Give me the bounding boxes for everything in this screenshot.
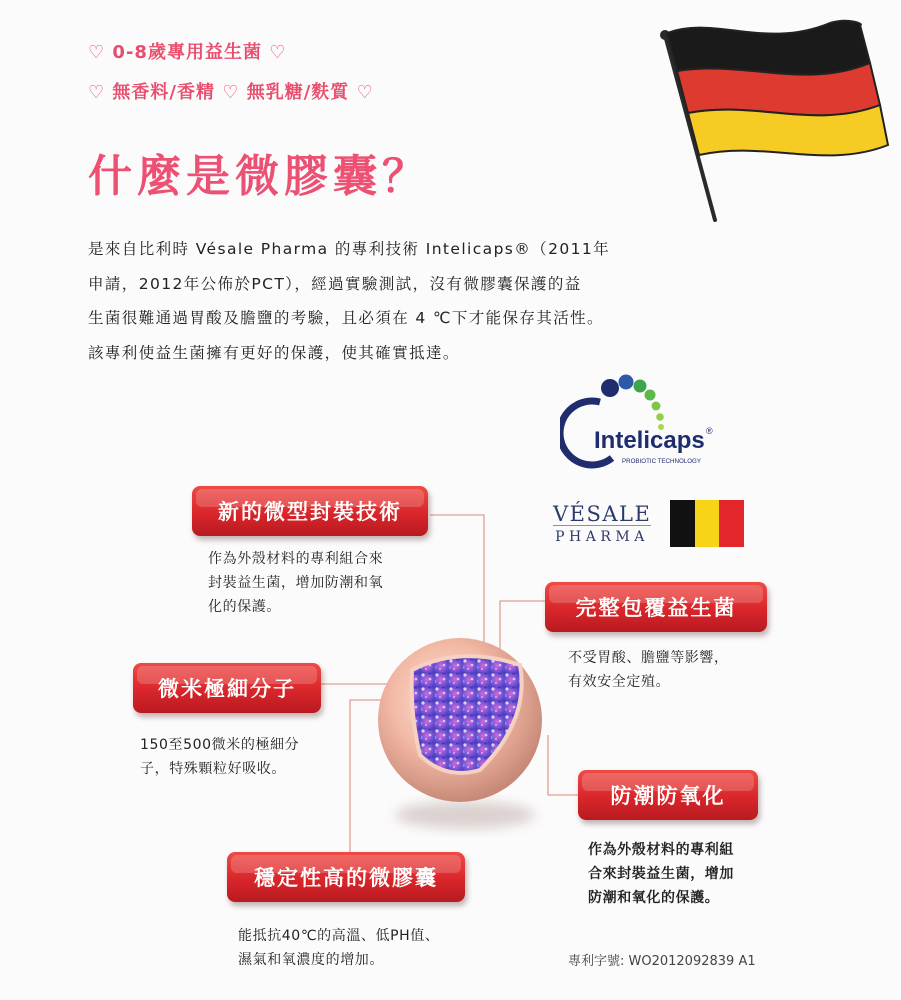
intelicaps-text: Intelicaps — [594, 427, 705, 454]
desc-line: 不受胃酸、膽鹽等影響， — [568, 650, 729, 666]
feature-desc-encapsulation — [208, 547, 383, 619]
tag-no-fragrance: 無香料/香精 — [112, 82, 215, 103]
desc-line: 有效安全定殖。 — [568, 674, 671, 690]
feature-label-stability: 穩定性高的微膠囊 — [227, 852, 465, 902]
desc-line: 子，特殊顆粒好吸收。 — [140, 761, 286, 777]
feature-desc-moisture-oxidation — [588, 838, 734, 910]
desc-line: 防潮和氧化的保護。 — [588, 890, 720, 906]
intro-line: 申請，2012年公佈於PCT），經過實驗測試，沒有微膠囊保護的益 — [88, 274, 582, 293]
desc-line: 化的保護。 — [208, 599, 281, 615]
registered-mark: ® — [706, 426, 713, 436]
desc-line: 能抵抗40℃的高溫、低PH值、 — [238, 928, 440, 944]
desc-line: 封裝益生菌，增加防潮和氧 — [208, 575, 384, 591]
heart-icon: ♡ — [222, 82, 240, 103]
connector-line — [500, 601, 545, 660]
desc-line: 濕氣和氧濃度的增加。 — [238, 952, 384, 968]
heart-icon: ♡ — [88, 42, 106, 63]
page-title: 什麼是微膠囊？ — [88, 151, 431, 202]
feature-desc-micron-particles — [140, 733, 299, 781]
intro-line: 是來自比利時 Vésale Pharma 的專利技術 Intelicaps®（2011年 — [88, 240, 611, 258]
desc-line: 作為外殼材料的專利組 — [588, 842, 734, 858]
desc-line: 150至500微米的極細分 — [140, 737, 300, 753]
vesale-name: VÉSALE — [553, 502, 652, 526]
desc-line: 作為外殼材料的專利組合來 — [208, 551, 384, 567]
patent-number: 專利字號: WO2012092839 A1 — [568, 954, 756, 969]
feature-label-encapsulation: 新的微型封裝技術 — [192, 486, 428, 536]
intro-line: 生菌很難通過胃酸及膽鹽的考驗，且必須在 4 ℃下才能保存其活性。 — [88, 309, 604, 327]
feature-desc-full-coverage — [568, 646, 729, 694]
feature-desc-stability — [238, 924, 440, 972]
connector-line — [548, 735, 578, 795]
tag-age: 0-8歲專用益生菌 — [112, 42, 262, 63]
intelicaps-subtitle: PROBIOTIC TECHNOLOGY — [622, 458, 701, 465]
intro-line: 該專利使益生菌擁有更好的保護，使其確實抵達。 — [88, 343, 460, 362]
heart-icon: ♡ — [88, 82, 106, 103]
heart-icon: ♡ — [269, 42, 287, 63]
heart-icon: ♡ — [356, 82, 374, 103]
feature-label-moisture-oxidation: 防潮防氧化 — [578, 770, 758, 820]
connector-line — [430, 515, 484, 652]
tag-no-lactose: 無乳糖/麩質 — [246, 82, 350, 103]
feature-label-micron-particles: 微米極細分子 — [133, 663, 321, 713]
desc-line: 合來封裝益生菌，增加 — [588, 866, 734, 882]
feature-label-full-coverage: 完整包覆益生菌 — [545, 582, 767, 632]
vesale-pharma: PHARMA — [555, 529, 649, 545]
